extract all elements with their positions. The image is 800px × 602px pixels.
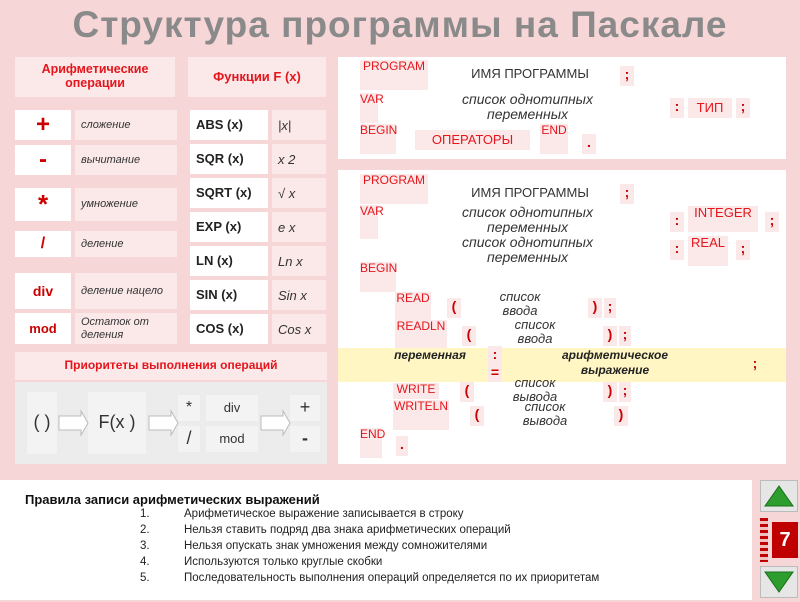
integer-semicolon: ;: [765, 212, 779, 232]
write-semicolon: ;: [619, 382, 631, 402]
op-plus: +: [15, 110, 71, 140]
op-minus-desc: вычитание: [75, 145, 177, 175]
rule-text: Используются только круглые скобки: [184, 556, 383, 568]
op-div: div: [15, 273, 71, 309]
op-div-desc: деление нацело: [75, 273, 177, 309]
begin-keyword: BEGIN: [360, 124, 396, 154]
rule-text: Арифметическое выражение записывается в строку: [184, 508, 464, 520]
var-list: список однотипных переменных: [462, 91, 593, 122]
var-colon: :: [670, 98, 684, 118]
writeln-rparen: ): [614, 406, 628, 426]
fn-cos-math: Cos x: [272, 314, 326, 344]
readln-input-list: список ввода: [514, 317, 556, 346]
op-multiply: *: [15, 188, 71, 221]
fn-cos: COS (x): [190, 314, 268, 344]
fn-sin-math: Sin x: [272, 280, 326, 310]
write-output-list: список вывода: [512, 375, 558, 404]
op-plus-desc: сложение: [75, 110, 177, 140]
program2-semicolon: ;: [620, 184, 634, 204]
integer-type: INTEGER: [688, 206, 758, 232]
fn-sqrt-math: √ x: [272, 178, 326, 208]
page-indicator: [760, 516, 798, 564]
priority-parens: ( ): [27, 392, 57, 454]
var2-colon-1: :: [670, 212, 684, 232]
op-multiply-desc: умножение: [75, 188, 177, 221]
program-semicolon: ;: [620, 66, 634, 86]
operators-label: ОПЕРАТОРЫ: [415, 130, 530, 150]
triangle-up-icon: [761, 481, 797, 511]
op-mod-desc: Остаток от деления: [75, 313, 177, 344]
readln-semicolon: ;: [619, 326, 631, 346]
priority-div-sign: /: [178, 426, 200, 452]
type-semicolon: ;: [736, 98, 750, 118]
write-keyword: WRITE: [393, 383, 439, 399]
functions-header: Функции F (x): [188, 57, 326, 97]
page-number: 7: [772, 522, 798, 558]
program-name: ИМЯ ПРОГРАММЫ: [471, 66, 589, 81]
op-mod: mod: [15, 313, 71, 344]
end2-dot: .: [396, 436, 408, 456]
read-semicolon: ;: [604, 298, 616, 318]
op-divide: /: [15, 231, 71, 257]
triangle-down-icon: [761, 567, 797, 597]
var2-list-2: список однотипных переменных: [462, 234, 593, 265]
fn-exp-math: e x: [272, 212, 326, 242]
priority-func: F(x ): [88, 392, 146, 454]
var2-keyword: VAR: [360, 205, 378, 239]
fn-sin: SIN (x): [190, 280, 268, 310]
priority-arrows: [57, 410, 297, 436]
end-dot: .: [582, 134, 596, 154]
priority-div: div: [206, 395, 258, 421]
var2-colon-2: :: [670, 240, 684, 260]
end2-keyword: END: [360, 428, 382, 458]
priority-mul: *: [178, 395, 200, 421]
program2-keyword: PROGRAM: [360, 174, 428, 204]
real-type: REAL: [688, 236, 728, 266]
rule-text: Нельзя ставить подряд два знака арифметических операций: [184, 524, 511, 536]
rule-text: Последовательность выполнения операций определяется по их приоритетам: [184, 572, 600, 584]
assignment-variable: переменная: [394, 348, 466, 362]
arith-header: Арифметические операции: [15, 57, 175, 97]
rule-number: 3.: [140, 540, 150, 552]
real-semicolon: ;: [736, 240, 750, 260]
var2-list-1: список однотипных переменных: [462, 204, 593, 235]
nav-down-button[interactable]: [760, 566, 798, 598]
assignment-expression: арифметическое выражение: [561, 348, 669, 377]
rule-number: 2.: [140, 524, 150, 536]
fn-sqrt: SQRT (x): [190, 178, 268, 208]
read-keyword: READ: [395, 292, 431, 322]
rule-number: 1.: [140, 508, 150, 520]
writeln-keyword: WRITELN: [393, 400, 449, 430]
rule-number: 4.: [140, 556, 150, 568]
op-minus: -: [15, 145, 71, 175]
type-label: ТИП: [688, 98, 732, 118]
program2-name: ИМЯ ПРОГРАММЫ: [471, 185, 589, 200]
assignment-equals: =: [488, 364, 502, 382]
fn-ln: LN (x): [190, 246, 268, 276]
readln-rparen: ): [603, 326, 617, 346]
begin2-keyword: BEGIN: [360, 262, 396, 292]
fn-ln-math: Ln x: [272, 246, 326, 276]
fn-sqr-math: x 2: [272, 144, 326, 174]
priority-header: Приоритеты выполнения операций: [15, 352, 327, 380]
read-rparen: ): [588, 298, 602, 318]
page-progress-bar: [760, 518, 768, 562]
readln-lparen: (: [462, 326, 476, 346]
write-rparen: ): [603, 382, 617, 402]
fn-exp: EXP (x): [190, 212, 268, 242]
priority-plus: +: [290, 395, 320, 421]
fn-abs-math: |x|: [272, 110, 326, 140]
write-lparen: (: [460, 382, 474, 402]
page-title: Структура программы на Паскале: [72, 4, 728, 45]
rule-number: 5.: [140, 572, 150, 584]
read-lparen: (: [447, 298, 461, 318]
read-input-list: список ввода: [499, 289, 541, 318]
writeln-lparen: (: [470, 406, 484, 426]
rules-title: Правила записи арифметических выражений: [25, 492, 320, 507]
program-keyword: PROGRAM: [360, 60, 428, 90]
op-divide-desc: деление: [75, 231, 177, 257]
writeln-output-list: список вывода: [522, 399, 568, 428]
nav-up-button[interactable]: [760, 480, 798, 512]
var-keyword: VAR: [360, 93, 378, 123]
priority-mod: mod: [206, 426, 258, 452]
assignment-semicolon: ;: [748, 355, 762, 375]
assignment-colon: :: [488, 346, 502, 364]
priority-minus: -: [290, 426, 320, 452]
readln-keyword: READLN: [395, 320, 447, 350]
fn-sqr: SQR (x): [190, 144, 268, 174]
rule-text: Нельзя опускать знак умножения между сомножителями: [184, 540, 488, 552]
fn-abs: ABS (x): [190, 110, 268, 140]
end-keyword: END: [540, 124, 568, 154]
